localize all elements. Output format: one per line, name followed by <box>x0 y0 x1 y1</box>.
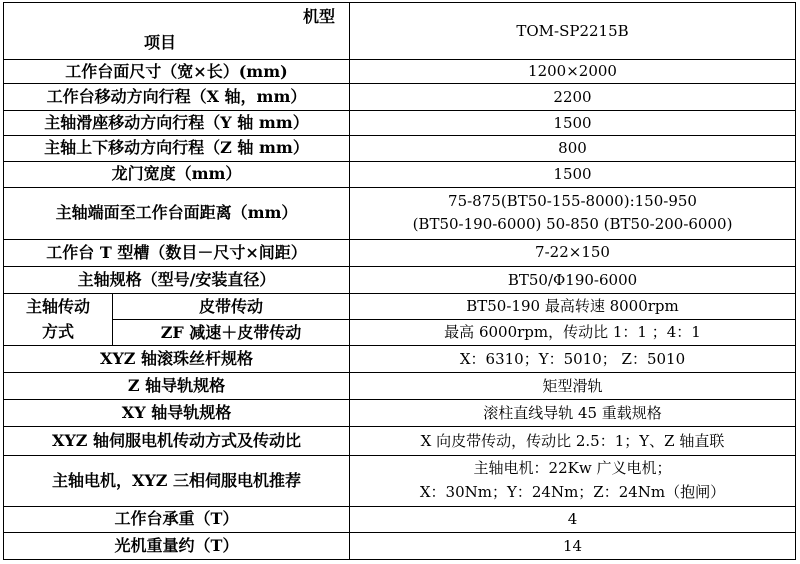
row-value-line: X：30Nm；Y：24Nm；Z：24Nm（抱闸） <box>419 482 726 501</box>
row-label: 工作台移动方向行程（X 轴，mm） <box>4 84 350 111</box>
drive-label-line: 方式 <box>41 321 74 341</box>
drive-label <box>4 293 113 345</box>
row-value: 14 <box>350 532 796 559</box>
header-label-model: 机型 <box>302 7 335 26</box>
row-value <box>350 187 796 239</box>
row-label: XYZ 轴滚珠丝杆规格 <box>4 346 350 373</box>
row-value <box>350 455 796 506</box>
row-value: 7-22×150 <box>350 239 796 266</box>
table-row <box>4 293 796 319</box>
row-label: 主轴滑座移动方向行程（Y 轴 mm） <box>4 111 350 136</box>
row-value: X 向皮带传动，传动比 2.5：1；Y、Z 轴直联 <box>350 427 796 455</box>
header-row <box>4 3 796 60</box>
model-name: TOM-SP2215B <box>350 3 796 60</box>
row-value-line: 主轴电机：22Kw 广义电机； <box>473 459 672 478</box>
table-row <box>4 455 796 506</box>
table-row <box>4 373 796 400</box>
table-row <box>4 136 796 161</box>
table-row <box>4 187 796 239</box>
row-value: 2200 <box>350 84 796 111</box>
row-value: X：6310；Y：5010； Z：5010 <box>350 346 796 373</box>
table-row <box>4 111 796 136</box>
spec-sheet <box>3 2 795 560</box>
drive-sub-value: 最高 6000rpm，传动比 1：1 ；4：1 <box>350 320 796 346</box>
row-label: 工作台 T 型槽（数目－尺寸×间距） <box>4 239 350 266</box>
table-row <box>4 320 796 346</box>
row-value: 滚柱直线导轨 45 重载规格 <box>350 400 796 427</box>
row-value: BT50/Φ190-6000 <box>350 266 796 293</box>
row-label: 主轴规格（型号/安装直径） <box>4 266 350 293</box>
row-label: XY 轴导轨规格 <box>4 400 350 427</box>
drive-sub-value: BT50-190 最高转速 8000rpm <box>350 293 796 319</box>
row-label: Z 轴导轨规格 <box>4 373 350 400</box>
row-label: XYZ 轴伺服电机传动方式及传动比 <box>4 427 350 455</box>
row-value: 1500 <box>350 111 796 136</box>
drive-sub-label: ZF 减速＋皮带传动 <box>113 320 350 346</box>
row-label: 工作台面尺寸（宽×长）(mm) <box>4 60 350 84</box>
row-value: 1500 <box>350 161 796 187</box>
row-value: 矩型滑轨 <box>350 373 796 400</box>
row-value: 800 <box>350 136 796 161</box>
table-row <box>4 532 796 559</box>
table-row <box>4 427 796 455</box>
table-row <box>4 84 796 111</box>
row-value-line: (BT50-190-6000) 50-850 (BT50-200-6000) <box>412 215 733 234</box>
row-label: 主轴端面至工作台面距离（mm） <box>4 187 350 239</box>
table-row <box>4 60 796 84</box>
drive-label-line: 主轴传动 <box>25 296 90 316</box>
row-label: 光机重量约（T） <box>4 532 350 559</box>
header-label-item: 项目 <box>144 33 177 53</box>
table-row <box>4 266 796 293</box>
drive-sub-label: 皮带传动 <box>113 293 350 319</box>
spec-table <box>3 2 796 560</box>
row-value-line: 75-875(BT50-155-8000):150-950 <box>448 191 697 210</box>
table-row <box>4 506 796 532</box>
row-value: 1200×2000 <box>350 60 796 84</box>
table-row <box>4 161 796 187</box>
row-label: 龙门宽度（mm） <box>4 161 350 187</box>
row-label: 主轴电机，XYZ 三相伺服电机推荐 <box>4 455 350 506</box>
table-row <box>4 400 796 427</box>
header-diagonal-cell <box>4 3 350 60</box>
row-label: 主轴上下移动方向行程（Z 轴 mm） <box>4 136 350 161</box>
row-value: 4 <box>350 506 796 532</box>
row-label: 工作台承重（T） <box>4 506 350 532</box>
table-row <box>4 239 796 266</box>
table-row <box>4 346 796 373</box>
